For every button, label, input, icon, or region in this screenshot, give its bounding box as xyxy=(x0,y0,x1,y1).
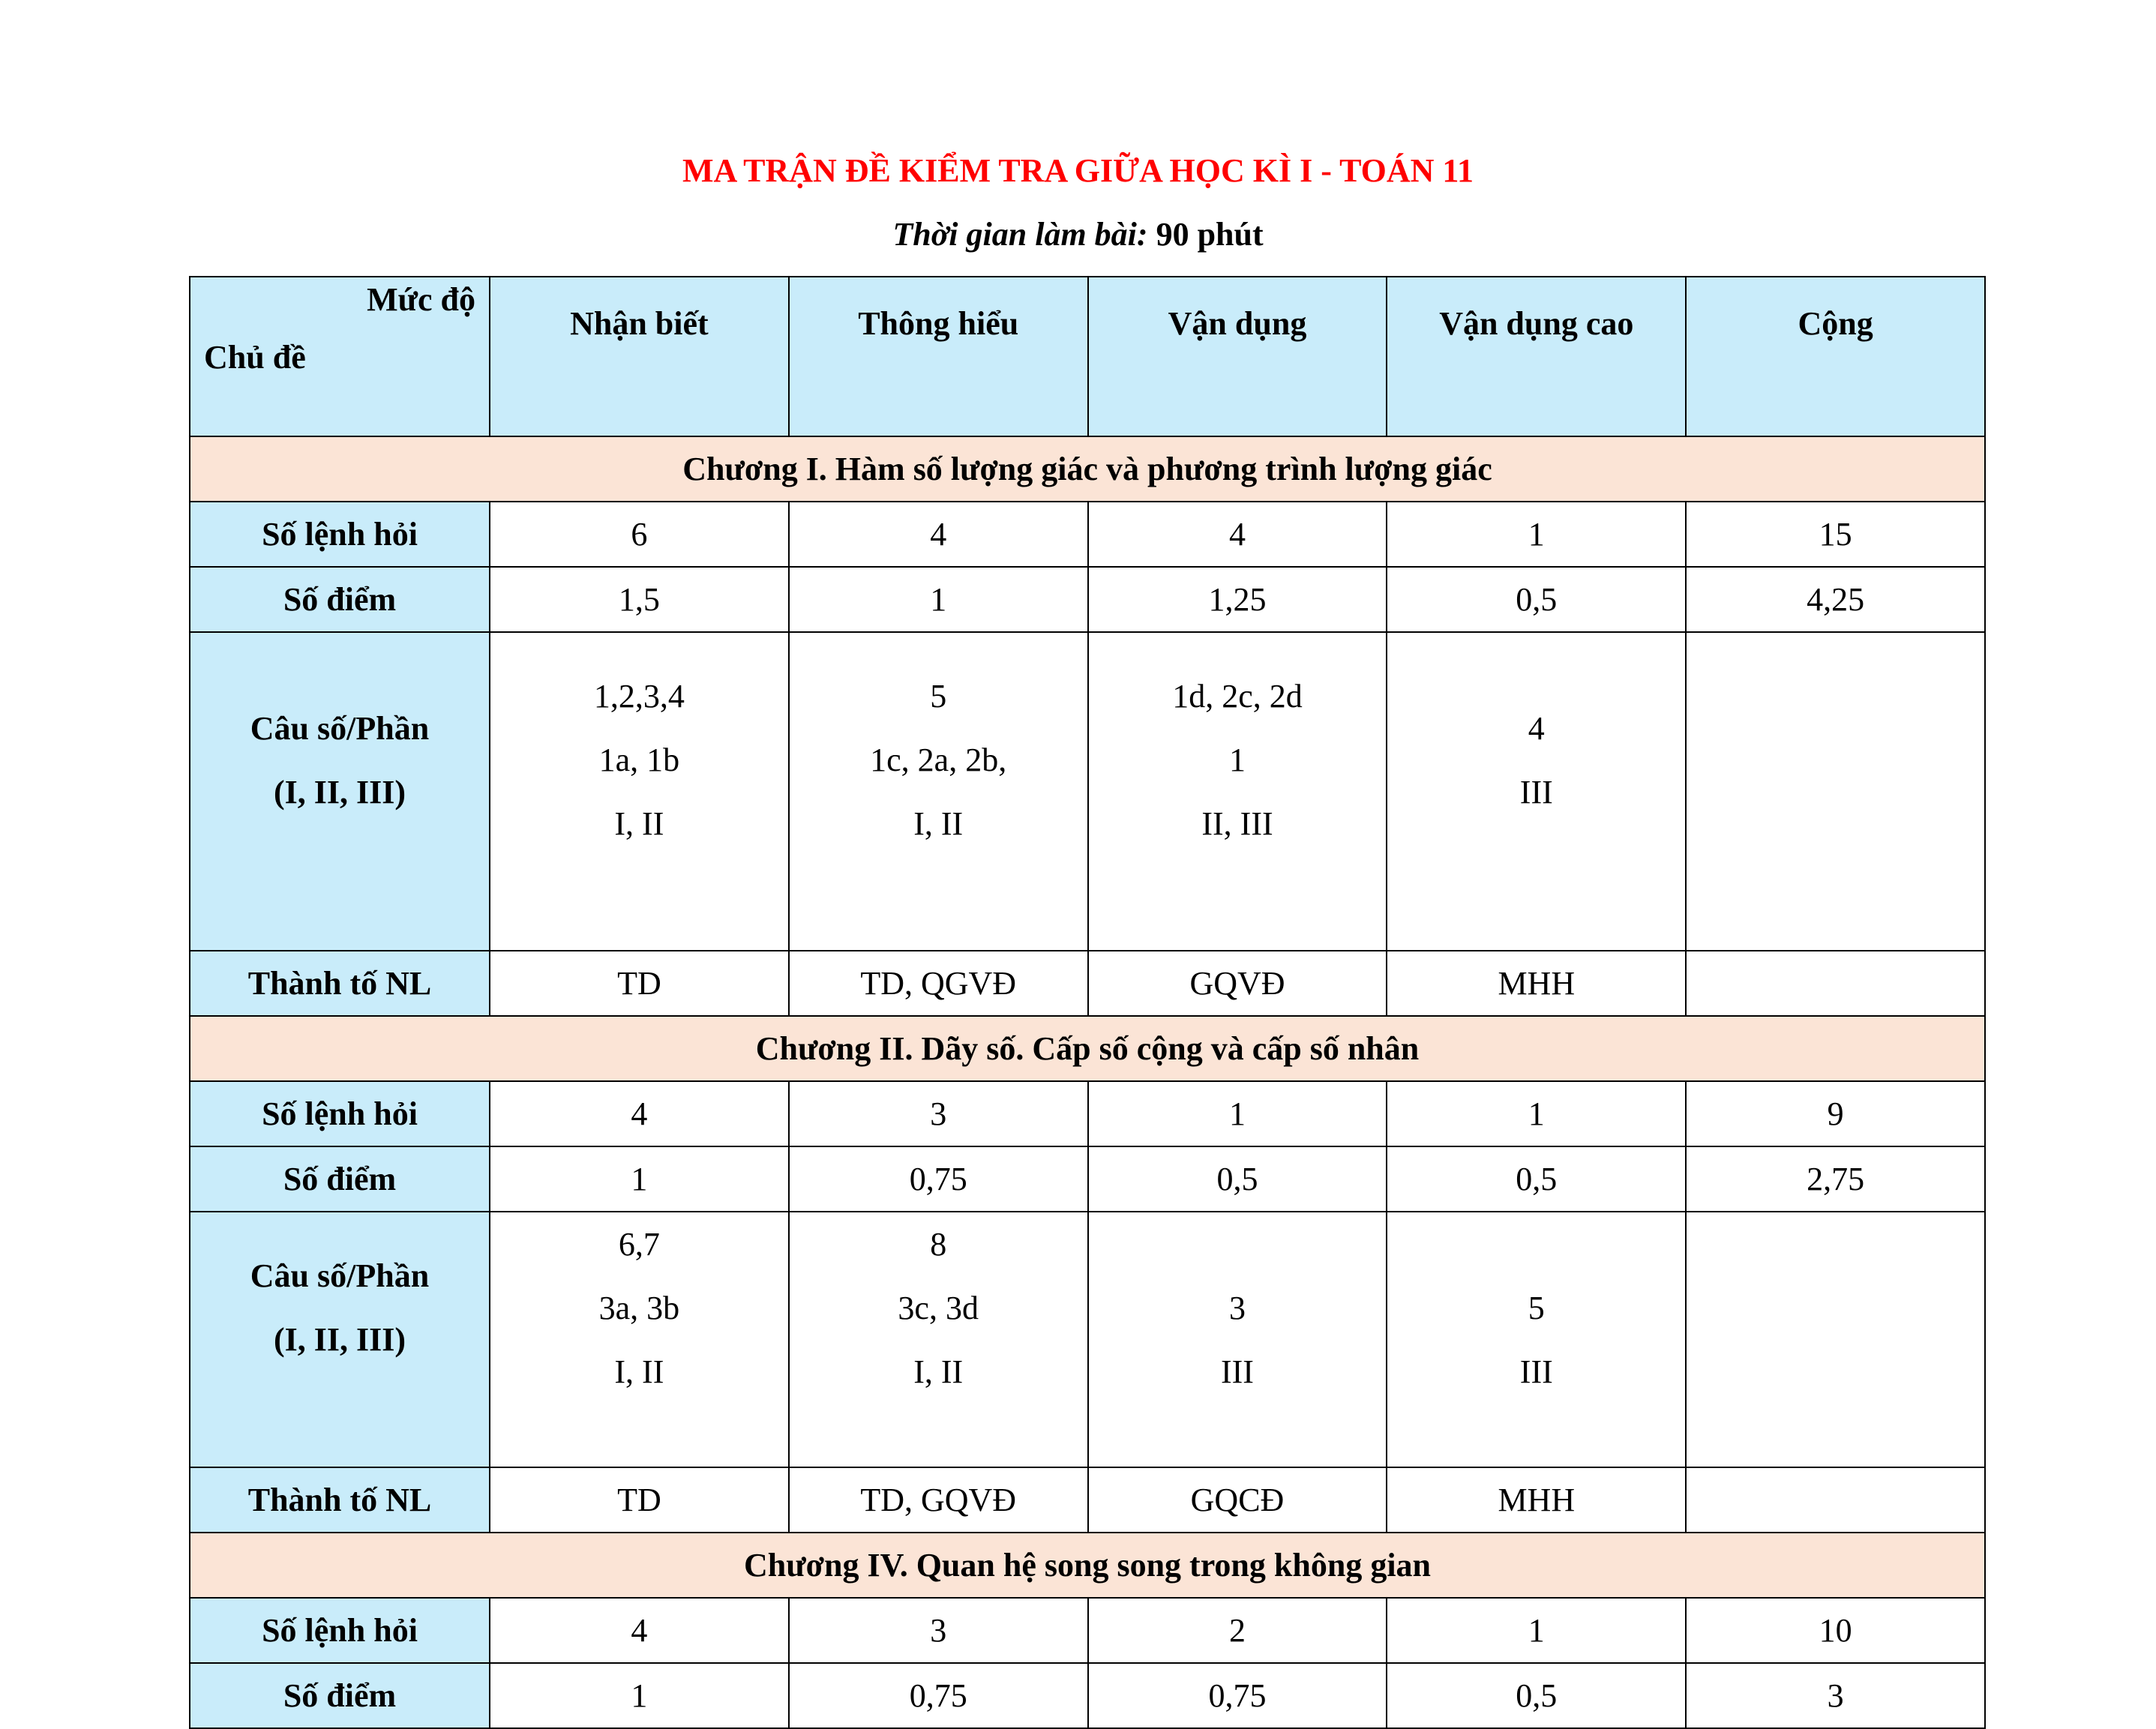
cell-line: 1d, 2c, 2d xyxy=(1172,678,1303,715)
table-cell: 3 xyxy=(789,1081,1088,1146)
header-van-dung: Vận dụng xyxy=(1088,277,1387,436)
table-row xyxy=(190,1212,1985,1467)
header-corner-cell xyxy=(190,277,490,436)
table-cell xyxy=(789,632,1088,951)
table-cell: 3 xyxy=(1686,1663,1985,1728)
header-cong: Cộng xyxy=(1686,277,1985,436)
cell-line: I, II xyxy=(913,805,964,842)
table-row xyxy=(190,1146,1985,1212)
document-subtitle xyxy=(0,212,2156,257)
table-cell xyxy=(1686,1212,1985,1467)
table-cell: 2 xyxy=(1088,1598,1387,1663)
row-label-line: Câu số/Phần xyxy=(250,710,430,747)
cell-line: 1c, 2a, 2b, xyxy=(870,742,1007,778)
header-van-dung-cao: Vận dụng cao xyxy=(1387,277,1686,436)
table-cell: 1 xyxy=(490,1663,789,1728)
chapter-row xyxy=(190,436,1985,502)
header-row xyxy=(190,277,1985,436)
table-cell: 3 xyxy=(789,1598,1088,1663)
table-cell xyxy=(1387,632,1686,951)
row-label: Số lệnh hỏi xyxy=(190,502,490,567)
table-cell: 0,75 xyxy=(789,1663,1088,1728)
table-cell: MHH xyxy=(1387,951,1686,1016)
table-cell: 1,5 xyxy=(490,567,789,632)
table-row xyxy=(190,1598,1985,1663)
table-cell: 1 xyxy=(490,1146,789,1212)
table-cell: TD, QGVĐ xyxy=(789,951,1088,1016)
row-label: Số điểm xyxy=(190,1663,490,1728)
row-label: Số lệnh hỏi xyxy=(190,1598,490,1663)
table-cell: TD xyxy=(490,951,789,1016)
table-cell xyxy=(1387,1212,1686,1467)
cell-line: 5 xyxy=(930,678,947,715)
table-cell xyxy=(1686,1467,1985,1533)
header-topic-label: Chủ đề xyxy=(204,339,306,376)
chapter-title: Chương II. Dãy số. Cấp số cộng và cấp số nhân xyxy=(190,1016,1985,1081)
table-row xyxy=(190,951,1985,1016)
cell-line: II, III xyxy=(1201,805,1273,842)
header-nhan-biet: Nhận biết xyxy=(490,277,789,436)
row-label-line: (I, II, III) xyxy=(273,1321,406,1358)
cell-line: I, II xyxy=(614,805,664,842)
cell-line: I, II xyxy=(614,1353,664,1390)
table-cell: 1,25 xyxy=(1088,567,1387,632)
table-cell xyxy=(1686,632,1985,951)
time-label: Thời gian làm bài: xyxy=(892,216,1148,253)
cell-line: 3 xyxy=(1228,1290,1246,1326)
row-label: Thành tố NL xyxy=(190,951,490,1016)
cell-line: III xyxy=(1519,774,1553,811)
table-row xyxy=(190,1467,1985,1533)
row-label xyxy=(190,632,490,951)
table-row xyxy=(190,632,1985,951)
table-cell: 2,75 xyxy=(1686,1146,1985,1212)
table-cell: 0,5 xyxy=(1387,567,1686,632)
cell-line: 1 xyxy=(1228,742,1246,778)
table-cell: GQCĐ xyxy=(1088,1467,1387,1533)
cell-line: 3c, 3d xyxy=(898,1290,979,1326)
cell-line: III xyxy=(1519,1353,1553,1390)
table-cell xyxy=(1686,951,1985,1016)
row-label xyxy=(190,1212,490,1467)
row-label: Số lệnh hỏi xyxy=(190,1081,490,1146)
row-label: Số điểm xyxy=(190,567,490,632)
table-cell: 1 xyxy=(1387,502,1686,567)
table-cell: 0,5 xyxy=(1088,1146,1387,1212)
table-cell: TD xyxy=(490,1467,789,1533)
table-cell: 0,75 xyxy=(789,1146,1088,1212)
table-cell: 1 xyxy=(789,567,1088,632)
table-cell: 4 xyxy=(490,1598,789,1663)
chapter-title: Chương I. Hàm số lượng giác và phương trình lượng giác xyxy=(190,436,1985,502)
document-title: MA TRẬN ĐỀ KIỂM TRA GIỮA HỌC KÌ I - TOÁN 11 xyxy=(682,152,1474,189)
cell-line: 8 xyxy=(930,1226,947,1263)
table-cell: 4,25 xyxy=(1686,567,1985,632)
cell-line: 5 xyxy=(1528,1290,1545,1326)
table-cell: 4 xyxy=(789,502,1088,567)
chapter-title: Chương IV. Quan hệ song song trong không gian xyxy=(190,1533,1985,1598)
table-cell: TD, GQVĐ xyxy=(789,1467,1088,1533)
table-cell: 1 xyxy=(1387,1598,1686,1663)
row-label: Thành tố NL xyxy=(190,1467,490,1533)
table-cell: 9 xyxy=(1686,1081,1985,1146)
table-row xyxy=(190,502,1985,567)
table-cell: 4 xyxy=(490,1081,789,1146)
row-label-line: (I, II, III) xyxy=(273,774,406,811)
table-cell: 1 xyxy=(1088,1081,1387,1146)
cell-line: 4 xyxy=(1528,710,1545,747)
table-cell: 0,5 xyxy=(1387,1663,1686,1728)
cell-line: I, II xyxy=(913,1353,964,1390)
table-cell xyxy=(789,1212,1088,1467)
table-cell: 0,5 xyxy=(1387,1146,1686,1212)
cell-line: 1a, 1b xyxy=(598,742,680,778)
table-cell xyxy=(1088,1212,1387,1467)
cell-line: 1,2,3,4 xyxy=(593,678,685,715)
table-cell: 4 xyxy=(1088,502,1387,567)
table-cell: 6 xyxy=(490,502,789,567)
table-cell: 10 xyxy=(1686,1598,1985,1663)
table-cell: MHH xyxy=(1387,1467,1686,1533)
header-thong-hieu: Thông hiểu xyxy=(789,277,1088,436)
chapter-row xyxy=(190,1016,1985,1081)
chapter-row xyxy=(190,1533,1985,1598)
table-row xyxy=(190,1081,1985,1146)
time-value: 90 phút xyxy=(1156,216,1264,253)
cell-line: 6,7 xyxy=(618,1226,660,1263)
exam-matrix-table xyxy=(189,276,1986,1729)
table-cell: 15 xyxy=(1686,502,1985,567)
table-row xyxy=(190,567,1985,632)
header-level-label: Mức độ xyxy=(367,281,475,318)
row-label-line: Câu số/Phần xyxy=(250,1257,430,1294)
table-cell: GQVĐ xyxy=(1088,951,1387,1016)
table-cell: 1 xyxy=(1387,1081,1686,1146)
cell-line: 3a, 3b xyxy=(598,1290,680,1326)
table-row xyxy=(190,1663,1985,1728)
table-cell xyxy=(490,632,789,951)
table-cell xyxy=(1088,632,1387,951)
row-label: Số điểm xyxy=(190,1146,490,1212)
cell-line: III xyxy=(1221,1353,1254,1390)
table-cell: 0,75 xyxy=(1088,1663,1387,1728)
table-cell xyxy=(490,1212,789,1467)
